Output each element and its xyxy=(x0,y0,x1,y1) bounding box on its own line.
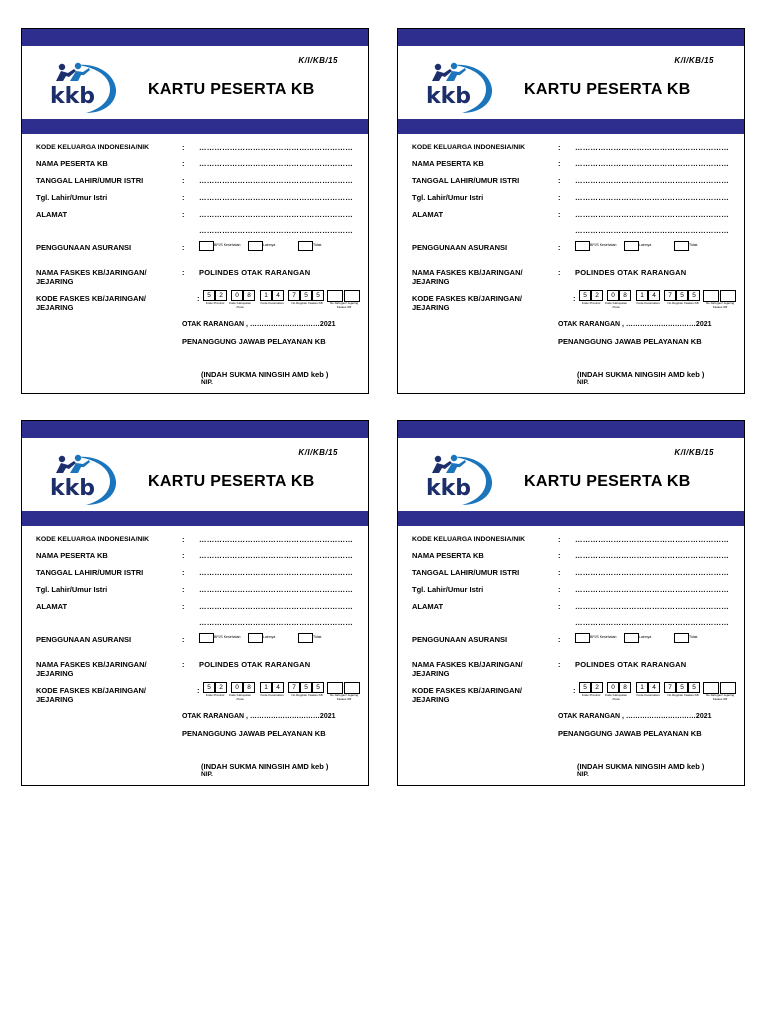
digit-box: 1 xyxy=(636,682,648,693)
field-value: …………………………………………………… xyxy=(199,602,353,611)
digit-box: 5 xyxy=(312,682,324,693)
checkbox-tidak[interactable] xyxy=(298,241,313,251)
digit-caption: Kode Provinsi xyxy=(581,301,601,305)
place-date: OTAK RARANGAN , …………………………2021 xyxy=(182,713,336,720)
field-label: NAMA FASKES KB/JARINGAN/ JEJARING xyxy=(412,268,523,286)
digit-caption: No Jaringan/ Jejaring Faskes KB xyxy=(705,693,735,701)
divider-band xyxy=(398,119,744,134)
digit-box: 8 xyxy=(243,290,255,301)
option-label: Tidak xyxy=(689,635,698,639)
field-label: ALAMAT xyxy=(412,210,444,219)
divider-band xyxy=(22,511,368,526)
field-label: KODE FASKES KB/JARINGAN/ JEJARING xyxy=(412,686,523,704)
digit-caption: No Jaringan/ Jejaring Faskes KB xyxy=(705,301,735,309)
field-value: …………………………………………………… xyxy=(199,585,353,594)
digit-box: 4 xyxy=(272,682,284,693)
option-label: Tidak xyxy=(313,635,322,639)
field-label: Tgl. Lahir/Umur Istri xyxy=(36,193,108,202)
field-value: …………………………………………………… xyxy=(575,568,729,577)
digit-box: 8 xyxy=(243,682,255,693)
field-value: …………………………………………………… xyxy=(199,226,353,235)
kkb-logo xyxy=(424,451,496,507)
digit-caption: Kode Kecamatan xyxy=(260,301,284,305)
responsible-title: PENANGGUNG JAWAB PELAYANAN KB xyxy=(558,337,702,346)
digit-box: 4 xyxy=(648,290,660,301)
digit-caption: Kode Kecamatan xyxy=(636,301,660,305)
card-title: KARTU PESERTA KB xyxy=(524,81,691,98)
header-band xyxy=(22,29,368,46)
field-label: Tgl. Lahir/Umur Istri xyxy=(412,585,484,594)
field-value: …………………………………………………… xyxy=(575,176,729,185)
option-label: Lainnya xyxy=(263,635,276,639)
card-bottom-left: K/I/KB/15 kkb KARTU PESERTA KB KODE KELUARGA INDONESIA/NIK : …………………………………………………… NAMA PESERTA KB : …………………………………………………… TANGGAL LAHIR/UMUR ISTRI : …………………………………………………… Tgl. Lahir/Umur Istri : …………………………………………………… ALAMAT : …………………………………………………… …………………………………………………… PENGGUNAAN ASURANSI : BPJS Kesehatan Lainnya Tidak NAMA FASKES KB/JARINGAN/ JEJARING : POLINDES OTAK RARANGAN KODE FASKES KB/JARINGAN/ JEJARING : 5 2 0 8 1 4 7 5 5 Kode Provinsi Kode Kabupaten /Kota Kode Kecamatan No Register Faskes KB No Jaringan/ Jejaring Faskes KB OTAK RARANGAN , …………………………2021 PENANGGUNG JAWAB PELAYANAN KB (INDAH SUKMA NINGSIH AMD keb ) NIP. xyxy=(21,420,369,786)
digit-box: 5 xyxy=(676,290,688,301)
field-label: NAMA PESERTA KB xyxy=(36,551,108,560)
digit-box: 5 xyxy=(688,682,700,693)
signatory-name: (INDAH SUKMA NINGSIH AMD keb ) xyxy=(201,370,329,379)
responsible-title: PENANGGUNG JAWAB PELAYANAN KB xyxy=(182,729,326,738)
field-value: POLINDES OTAK RARANGAN xyxy=(575,268,687,277)
digit-box: 5 xyxy=(300,290,312,301)
form-code: K/I/KB/15 xyxy=(298,56,338,65)
field-value: …………………………………………………… xyxy=(575,551,729,560)
nip-label: NIP. xyxy=(577,771,589,778)
card-top-left: K/I/KB/15 kkb KARTU PESERTA KB KODE KELUARGA INDONESIA/NIK : …………………………………………………… NAMA PESERTA KB : …………………………………………………… TANGGAL LAHIR/UMUR ISTRI : …………………………………………………… Tgl. Lahir/Umur Istri : …………………………………………………… ALAMAT : …………………………………………………… …………………………………………………… PENGGUNAAN ASURANSI : BPJS Kesehatan Lainnya Tidak NAMA FASKES KB/JARINGAN/ JEJARING : POLINDES OTAK RARANGAN KODE FASKES KB/JARINGAN/ JEJARING : 5 2 0 8 1 4 7 5 5 Kode Provinsi Kode Kabupaten /Kota Kode Kecamatan No Register Faskes KB No Jaringan/ Jejaring Faskes KB OTAK RARANGAN , …………………………2021 PENANGGUNG JAWAB PELAYANAN KB (INDAH SUKMA NINGSIH AMD keb ) NIP. xyxy=(21,28,369,394)
place-date: OTAK RARANGAN , …………………………2021 xyxy=(558,713,712,720)
digit-caption: Kode Kabupaten /Kota xyxy=(228,693,252,701)
digit-caption: No Register Faskes KB xyxy=(291,693,323,697)
form-code: K/I/KB/15 xyxy=(674,448,714,457)
field-value: …………………………………………………… xyxy=(199,568,353,577)
digit-caption: No Jaringan/ Jejaring Faskes KB xyxy=(329,301,359,309)
digit-caption: Kode Kecamatan xyxy=(636,693,660,697)
field-label: PENGGUNAAN ASURANSI xyxy=(36,243,132,252)
field-value: …………………………………………………… xyxy=(575,585,729,594)
option-label: BPJS Kesehatan xyxy=(214,635,241,639)
digit-caption: Kode Kabupaten /Kota xyxy=(604,301,628,309)
logo-text: kkb xyxy=(426,84,472,109)
field-value: …………………………………………………… xyxy=(199,535,353,544)
card-title: KARTU PESERTA KB xyxy=(148,81,315,98)
field-value: …………………………………………………… xyxy=(199,159,353,168)
field-label: KODE KELUARGA INDONESIA/NIK xyxy=(412,144,526,151)
digit-caption: Kode Kabupaten /Kota xyxy=(604,693,628,701)
field-value: …………………………………………………… xyxy=(575,226,729,235)
field-label: KODE FASKES KB/JARINGAN/ JEJARING xyxy=(36,686,147,704)
digit-box: 5 xyxy=(579,682,591,693)
field-value: …………………………………………………… xyxy=(575,193,729,202)
checkbox-bpjs[interactable] xyxy=(575,633,590,643)
field-label: NAMA FASKES KB/JARINGAN/ JEJARING xyxy=(412,660,523,678)
field-label: ALAMAT xyxy=(412,602,444,611)
field-label: PENGGUNAAN ASURANSI xyxy=(412,243,508,252)
field-value: …………………………………………………… xyxy=(199,210,353,219)
field-label: NAMA FASKES KB/JARINGAN/ JEJARING xyxy=(36,268,147,286)
option-label: Lainnya xyxy=(263,243,276,247)
checkbox-bpjs[interactable] xyxy=(575,241,590,251)
logo-text: kkb xyxy=(50,84,96,109)
field-label: TANGGAL LAHIR/UMUR ISTRI xyxy=(412,176,520,185)
logo-text: kkb xyxy=(426,476,472,501)
digit-box: 2 xyxy=(591,290,603,301)
responsible-title: PENANGGUNG JAWAB PELAYANAN KB xyxy=(558,729,702,738)
responsible-title: PENANGGUNG JAWAB PELAYANAN KB xyxy=(182,337,326,346)
checkbox-tidak[interactable] xyxy=(298,633,313,643)
field-label: NAMA FASKES KB/JARINGAN/ JEJARING xyxy=(36,660,147,678)
header-band xyxy=(398,421,744,438)
digit-box: 7 xyxy=(664,290,676,301)
field-value: POLINDES OTAK RARANGAN xyxy=(575,660,687,669)
signatory-name: (INDAH SUKMA NINGSIH AMD keb ) xyxy=(577,370,705,379)
field-label: Tgl. Lahir/Umur Istri xyxy=(36,585,108,594)
option-label: BPJS Kesehatan xyxy=(590,635,617,639)
digit-box: 5 xyxy=(676,682,688,693)
field-label: NAMA PESERTA KB xyxy=(412,551,484,560)
digit-caption: No Register Faskes KB xyxy=(291,301,323,305)
field-label: KODE KELUARGA INDONESIA/NIK xyxy=(36,536,150,543)
card-title: KARTU PESERTA KB xyxy=(148,473,315,490)
checkbox-tidak[interactable] xyxy=(674,633,689,643)
digit-caption: Kode Kabupaten /Kota xyxy=(228,301,252,309)
field-label: TANGGAL LAHIR/UMUR ISTRI xyxy=(36,176,144,185)
field-value: …………………………………………………… xyxy=(199,618,353,627)
field-label: ALAMAT xyxy=(36,602,68,611)
option-label: Tidak xyxy=(689,243,698,247)
field-label: PENGGUNAAN ASURANSI xyxy=(36,635,132,644)
digit-box: 5 xyxy=(300,682,312,693)
digit-caption: No Register Faskes KB xyxy=(667,301,699,305)
header-band xyxy=(22,421,368,438)
kkb-logo xyxy=(424,59,496,115)
form-code: K/I/KB/15 xyxy=(674,56,714,65)
digit-caption: Kode Provinsi xyxy=(581,693,601,697)
digit-box: 5 xyxy=(203,682,215,693)
checkbox-lainnya[interactable] xyxy=(248,241,263,251)
option-label: BPJS Kesehatan xyxy=(214,243,241,247)
field-value: …………………………………………………… xyxy=(575,535,729,544)
digit-box: 1 xyxy=(636,290,648,301)
digit-box: 0 xyxy=(607,682,619,693)
field-value: …………………………………………………… xyxy=(199,193,353,202)
divider-band xyxy=(398,511,744,526)
option-label: Lainnya xyxy=(639,635,652,639)
field-label: NAMA PESERTA KB xyxy=(412,159,484,168)
card-bottom-right: K/I/KB/15 kkb KARTU PESERTA KB KODE KELUARGA INDONESIA/NIK : …………………………………………………… NAMA PESERTA KB : …………………………………………………… TANGGAL LAHIR/UMUR ISTRI : …………………………………………………… Tgl. Lahir/Umur Istri : …………………………………………………… ALAMAT : …………………………………………………… …………………………………………………… PENGGUNAAN ASURANSI : BPJS Kesehatan Lainnya Tidak NAMA FASKES KB/JARINGAN/ JEJARING : POLINDES OTAK RARANGAN KODE FASKES KB/JARINGAN/ JEJARING : 5 2 0 8 1 4 7 5 5 Kode Provinsi Kode Kabupaten /Kota Kode Kecamatan No Register Faskes KB No Jaringan/ Jejaring Faskes KB OTAK RARANGAN , …………………………2021 PENANGGUNG JAWAB PELAYANAN KB (INDAH SUKMA NINGSIH AMD keb ) NIP. xyxy=(397,420,745,786)
field-label: TANGGAL LAHIR/UMUR ISTRI xyxy=(412,568,520,577)
field-value: …………………………………………………… xyxy=(199,176,353,185)
digit-box: 7 xyxy=(664,682,676,693)
nip-label: NIP. xyxy=(201,771,213,778)
card-title: KARTU PESERTA KB xyxy=(524,473,691,490)
field-value: …………………………………………………… xyxy=(575,618,729,627)
digit-box: 2 xyxy=(215,682,227,693)
field-value: …………………………………………………… xyxy=(575,210,729,219)
digit-box: 1 xyxy=(260,290,272,301)
header-band xyxy=(398,29,744,46)
digit-box: 0 xyxy=(231,290,243,301)
form-code: K/I/KB/15 xyxy=(298,448,338,457)
field-value: POLINDES OTAK RARANGAN xyxy=(199,660,311,669)
kkb-logo xyxy=(48,59,120,115)
digit-caption: Kode Kecamatan xyxy=(260,693,284,697)
digit-box: 0 xyxy=(607,290,619,301)
divider-band xyxy=(22,119,368,134)
digit-box: 0 xyxy=(231,682,243,693)
digit-box: 1 xyxy=(260,682,272,693)
field-label: KODE FASKES KB/JARINGAN/ JEJARING xyxy=(36,294,147,312)
digit-box: 5 xyxy=(312,290,324,301)
option-label: BPJS Kesehatan xyxy=(590,243,617,247)
digit-box: 8 xyxy=(619,682,631,693)
logo-text: kkb xyxy=(50,476,96,501)
checkbox-tidak[interactable] xyxy=(674,241,689,251)
nip-label: NIP. xyxy=(577,379,589,386)
checkbox-bpjs[interactable] xyxy=(199,241,214,251)
place-date: OTAK RARANGAN , …………………………2021 xyxy=(558,321,712,328)
field-value: …………………………………………………… xyxy=(575,159,729,168)
field-value: …………………………………………………… xyxy=(575,602,729,611)
signatory-name: (INDAH SUKMA NINGSIH AMD keb ) xyxy=(201,762,329,771)
kkb-logo xyxy=(48,451,120,507)
digit-box: 2 xyxy=(215,290,227,301)
digit-caption: Kode Provinsi xyxy=(205,693,225,697)
field-value: POLINDES OTAK RARANGAN xyxy=(199,268,311,277)
digit-box: 5 xyxy=(688,290,700,301)
option-label: Tidak xyxy=(313,243,322,247)
digit-box: 7 xyxy=(288,682,300,693)
digit-box: 8 xyxy=(619,290,631,301)
field-label: KODE KELUARGA INDONESIA/NIK xyxy=(36,144,150,151)
field-label: KODE KELUARGA INDONESIA/NIK xyxy=(412,536,526,543)
field-label: Tgl. Lahir/Umur Istri xyxy=(412,193,484,202)
digit-caption: Kode Provinsi xyxy=(205,301,225,305)
field-label: NAMA PESERTA KB xyxy=(36,159,108,168)
field-label: TANGGAL LAHIR/UMUR ISTRI xyxy=(36,568,144,577)
field-label: PENGGUNAAN ASURANSI xyxy=(412,635,508,644)
digit-box: 7 xyxy=(288,290,300,301)
digit-caption: No Jaringan/ Jejaring Faskes KB xyxy=(329,693,359,701)
field-value: …………………………………………………… xyxy=(199,551,353,560)
checkbox-lainnya[interactable] xyxy=(248,633,263,643)
field-label: KODE FASKES KB/JARINGAN/ JEJARING xyxy=(412,294,523,312)
card-top-right: K/I/KB/15 kkb KARTU PESERTA KB KODE KELUARGA INDONESIA/NIK : …………………………………………………… NAMA PESERTA KB : …………………………………………………… TANGGAL LAHIR/UMUR ISTRI : …………………………………………………… Tgl. Lahir/Umur Istri : …………………………………………………… ALAMAT : …………………………………………………… …………………………………………………… PENGGUNAAN ASURANSI : BPJS Kesehatan Lainnya Tidak NAMA FASKES KB/JARINGAN/ JEJARING : POLINDES OTAK RARANGAN KODE FASKES KB/JARINGAN/ JEJARING : 5 2 0 8 1 4 7 5 5 Kode Provinsi Kode Kabupaten /Kota Kode Kecamatan No Register Faskes KB No Jaringan/ Jejaring Faskes KB OTAK RARANGAN , …………………………2021 PENANGGUNG JAWAB PELAYANAN KB (INDAH SUKMA NINGSIH AMD keb ) NIP. xyxy=(397,28,745,394)
field-label: ALAMAT xyxy=(36,210,68,219)
digit-box: 2 xyxy=(591,682,603,693)
digit-box: 4 xyxy=(272,290,284,301)
digit-caption: No Register Faskes KB xyxy=(667,693,699,697)
checkbox-bpjs[interactable] xyxy=(199,633,214,643)
checkbox-lainnya[interactable] xyxy=(624,241,639,251)
digit-box: 5 xyxy=(203,290,215,301)
field-value: …………………………………………………… xyxy=(575,143,729,152)
place-date: OTAK RARANGAN , …………………………2021 xyxy=(182,321,336,328)
digit-box: 5 xyxy=(579,290,591,301)
field-value: …………………………………………………… xyxy=(199,143,353,152)
option-label: Lainnya xyxy=(639,243,652,247)
nip-label: NIP. xyxy=(201,379,213,386)
checkbox-lainnya[interactable] xyxy=(624,633,639,643)
signatory-name: (INDAH SUKMA NINGSIH AMD keb ) xyxy=(577,762,705,771)
digit-box: 4 xyxy=(648,682,660,693)
